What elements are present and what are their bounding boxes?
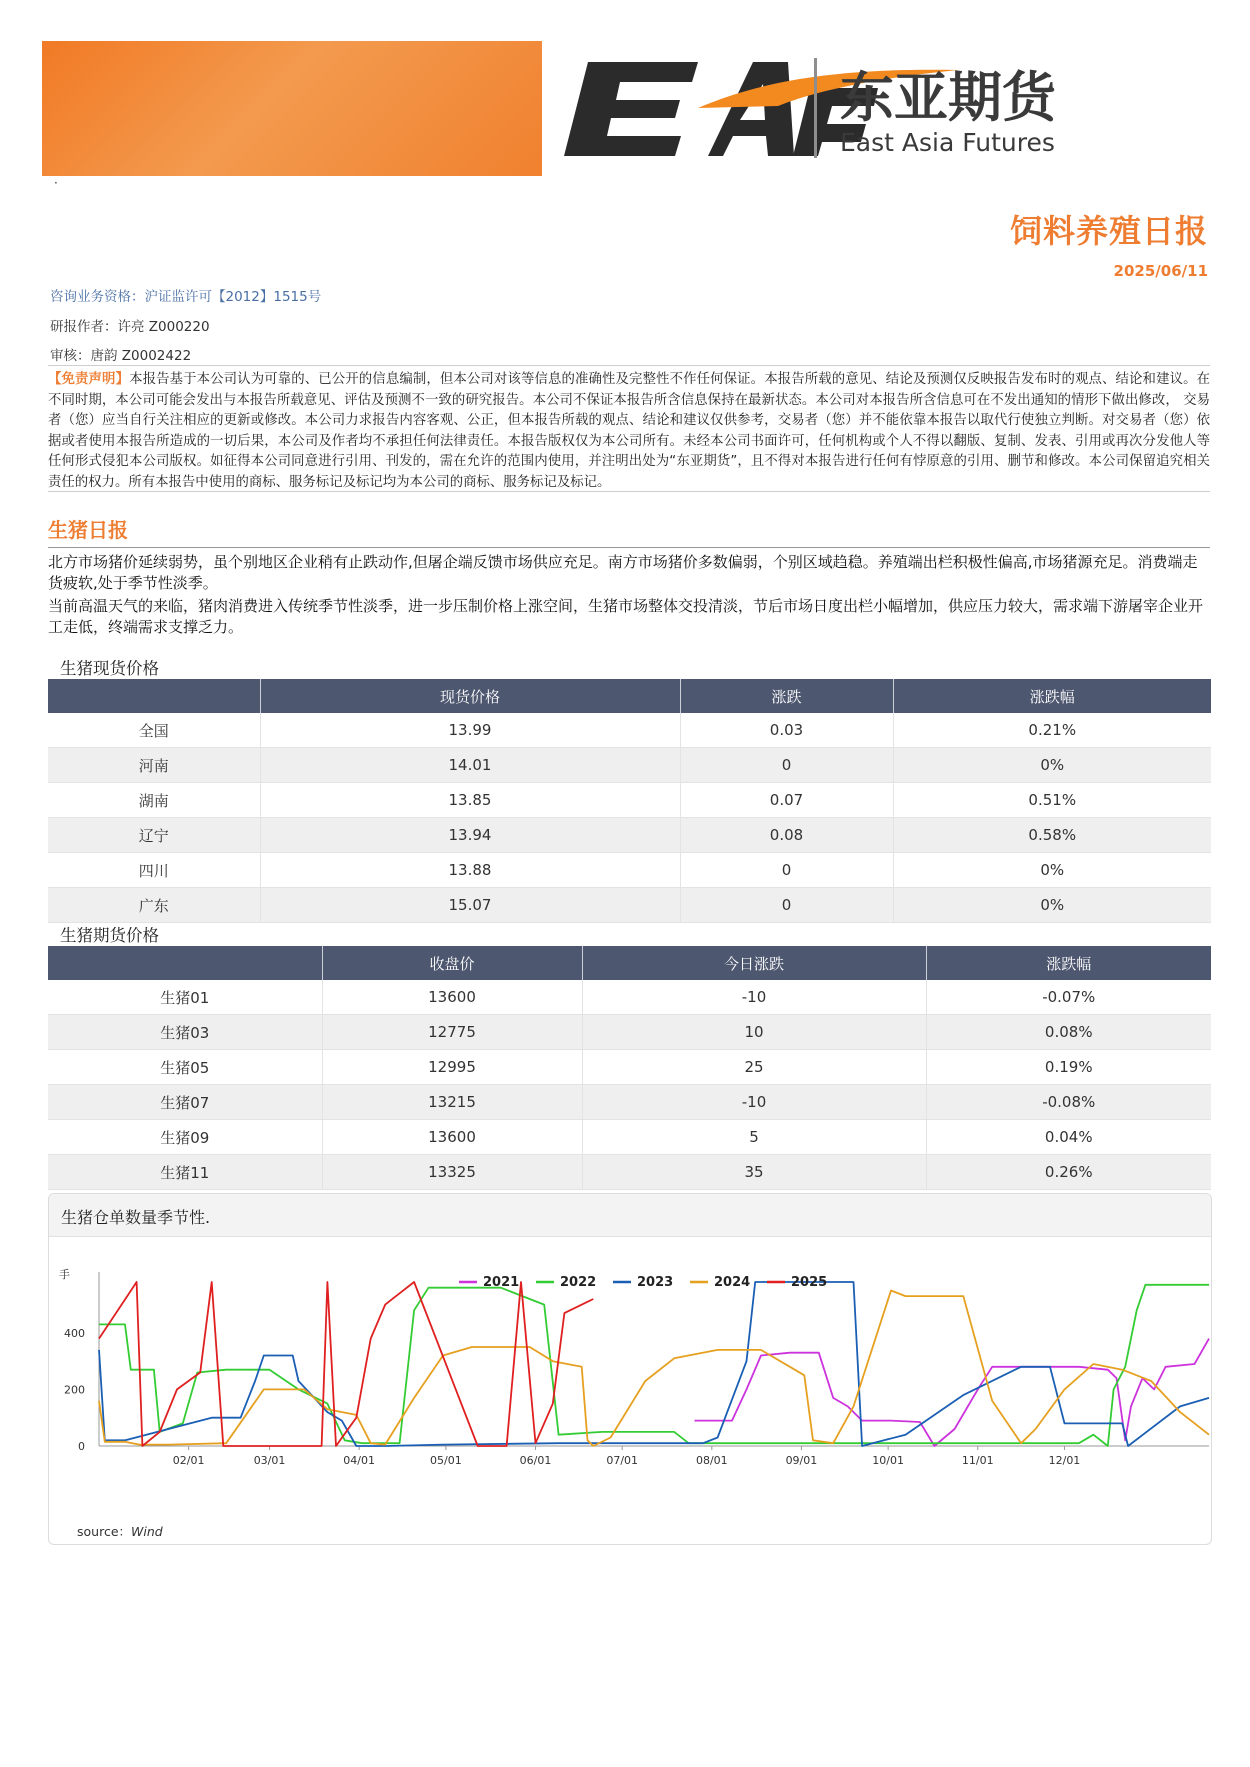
contract-cell: 生猪11 [48, 1155, 322, 1190]
divider-top [48, 365, 1210, 366]
region-cell: 广东 [48, 888, 260, 923]
chart-source [77, 1522, 163, 1540]
close-cell: 12995 [322, 1050, 582, 1085]
region-cell: 四川 [48, 853, 260, 888]
source-value: Wind [131, 1524, 163, 1539]
x-tick-label: 09/01 [785, 1454, 818, 1467]
change-cell: 0.07 [680, 783, 893, 818]
table-row [48, 748, 1211, 783]
change-pct-cell: 0.21% [893, 713, 1211, 748]
company-logo [548, 48, 1228, 168]
table-row [48, 1120, 1211, 1155]
close-cell: 13600 [322, 1120, 582, 1155]
series-line-2025 [99, 1282, 593, 1446]
change-pct-cell: 0% [893, 748, 1211, 783]
table-row [48, 853, 1211, 888]
x-tick-label: 07/01 [606, 1454, 639, 1467]
report-date: 2025/06/11 [1113, 262, 1208, 280]
disclaimer [48, 370, 1210, 493]
legend-label-2025: 2025 [791, 1275, 828, 1290]
change-pct-cell: 0.58% [893, 818, 1211, 853]
legend-label-2021: 2021 [483, 1275, 520, 1290]
table-header-row [48, 679, 1211, 713]
table-header-cell: 涨跌 [680, 679, 893, 713]
contract-cell: 生猪03 [48, 1015, 322, 1050]
change-cell: 0 [680, 853, 893, 888]
legend-label-2022: 2022 [560, 1275, 597, 1290]
change-cell: 35 [582, 1155, 926, 1190]
change-pct-cell: 0% [893, 853, 1211, 888]
header-orange-band [42, 41, 542, 176]
price-cell: 13.99 [260, 713, 680, 748]
y-axis-label: 手 [59, 1268, 70, 1281]
table-header-cell [48, 946, 322, 980]
qualification-text: 咨询业务资格：沪证监许可【2012】1515号 [50, 289, 322, 305]
x-tick-label: 11/01 [961, 1454, 994, 1467]
close-cell: 13325 [322, 1155, 582, 1190]
contract-cell: 生猪01 [48, 980, 322, 1015]
divider-bottom [48, 491, 1210, 492]
change-pct-cell: 0.04% [926, 1120, 1211, 1155]
table-row [48, 1050, 1211, 1085]
change-pct-cell: 0.08% [926, 1015, 1211, 1050]
price-cell: 13.94 [260, 818, 680, 853]
close-cell: 13215 [322, 1085, 582, 1120]
table-header-cell: 涨跌幅 [893, 679, 1211, 713]
table-row [48, 980, 1211, 1015]
series-line-2024 [99, 1291, 1209, 1447]
futures-price-table [48, 946, 1211, 1190]
change-pct-cell: 0% [893, 888, 1211, 923]
x-tick-label: 05/01 [430, 1454, 462, 1467]
y-tick-label: 200 [64, 1383, 85, 1397]
section-divider [48, 547, 1210, 548]
table-row [48, 888, 1211, 923]
table-row [48, 818, 1211, 853]
chart-title: 生猪仓单数量季节性. [61, 1208, 211, 1227]
close-cell: 12775 [322, 1015, 582, 1050]
x-tick-label: 12/01 [1048, 1454, 1081, 1467]
chart-panel-header [49, 1194, 1211, 1237]
paragraph-demand: 当前高温天气的来临，猪肉消费进入传统季节性淡季，进一步压制价格上涨空间，生猪市场整体交投清淡，节后市场日度出栏小幅增加，供应压力较大，需求端下游屠宰企业开工走低，终端需求支撑乏力。 [48, 597, 1204, 636]
table-header-cell: 今日涨跌 [582, 946, 926, 980]
x-tick-label: 06/01 [519, 1454, 552, 1467]
price-cell: 13.88 [260, 853, 680, 888]
dot-marker: · [54, 176, 58, 190]
table-row [48, 713, 1211, 748]
paragraph-supply: 北方市场猪价延续弱势，虽个别地区企业稍有止跌动作,但屠企端反馈市场供应充足。南方市场猪价多数偏弱，个别区域趋稳。养殖端出栏积极性偏高,市场猪源充足。消费端走货疲软,处于季节性淡季。 [48, 553, 1198, 592]
table-header-row [48, 946, 1211, 980]
region-cell: 湖南 [48, 783, 260, 818]
contract-cell: 生猪05 [48, 1050, 322, 1085]
change-cell: 0.03 [680, 713, 893, 748]
reviewer-text: 审核：唐韵 Z0002422 [50, 348, 192, 364]
price-cell: 15.07 [260, 888, 680, 923]
logo-en-text: East Asia Futures [840, 128, 1055, 157]
x-tick-label: 04/01 [343, 1454, 376, 1467]
contract-cell: 生猪09 [48, 1120, 322, 1155]
change-cell: 0 [680, 888, 893, 923]
x-tick-label: 10/01 [872, 1454, 904, 1467]
source-label: source： [77, 1524, 132, 1539]
spot-table-title: 生猪现货价格 [60, 659, 159, 678]
change-pct-cell: 0.51% [893, 783, 1211, 818]
author-text: 研报作者：许亮 Z000220 [50, 319, 210, 335]
table-row [48, 1085, 1211, 1120]
contract-cell: 生猪07 [48, 1085, 322, 1120]
table-header-cell: 现货价格 [260, 679, 680, 713]
price-cell: 14.01 [260, 748, 680, 783]
legend-label-2023: 2023 [637, 1275, 674, 1290]
table-row [48, 1155, 1211, 1190]
logo-cn-text: 东亚期货 [840, 66, 1056, 129]
change-cell: 0.08 [680, 818, 893, 853]
change-cell: -10 [582, 980, 926, 1015]
report-title: 饲料养殖日报 [1009, 212, 1208, 250]
series-line-2022 [99, 1285, 1209, 1446]
region-cell: 河南 [48, 748, 260, 783]
region-cell: 辽宁 [48, 818, 260, 853]
table-row [48, 1015, 1211, 1050]
disclaimer-tag: 【免责声明】 [48, 372, 130, 387]
table-header-cell [48, 679, 260, 713]
table-header-cell: 涨跌幅 [926, 946, 1211, 980]
futures-table-title: 生猪期货价格 [60, 926, 159, 945]
region-cell: 全国 [48, 713, 260, 748]
x-tick-label: 02/01 [172, 1454, 205, 1467]
series-line-2021 [695, 1339, 1210, 1446]
close-cell: 13600 [322, 980, 582, 1015]
change-pct-cell: -0.08% [926, 1085, 1211, 1120]
price-cell: 13.85 [260, 783, 680, 818]
disclaimer-text: 本报告基于本公司认为可靠的、已公开的信息编制，但本公司对该等信息的准确性及完整性不作任何保证。本报告所载的意见、结论及预测仅反映报告发布时的观点、结论和建议。在不同时期，本公司可能会发出与本报告所载意见、评估及预测不一致的研究报告。本公司不保证本报告所含信息保持在最新状态。本公司对本报告所含信息可在不发出通知的情形下做出修改， 交易者（您）应当自行关注相应的更新或修改。本公司力求报告内容客观、公正，但本报告所载的观点、结论和建议仅供参考，交易者（您）并不能依靠本报告以取代行使独立判断。对交易者（您）依据或者使用本报告所造成的一切后果，本公司及作者均不承担任何法律责任。本报告版权仅为本公司所有。未经本公司书面许可，任何机构或个人不得以翻版、复制、发表、引用或再次分发他人等任何形式侵犯本公司版权。如征得本公司同意进行引用、刊发的，需在允许的范围内使用，并注明出处为“东亚期货”，且不得对本报告进行任何有悖原意的引用、删节和修改。本公司保留追究相关责任的权力。所有本报告中使用的商标、服务标记及标记均为本公司的商标、服务标记及标记。 [48, 372, 1210, 490]
x-tick-label: 08/01 [695, 1454, 728, 1467]
section-title: 生猪日报 [48, 518, 128, 542]
change-pct-cell: -0.07% [926, 980, 1211, 1015]
change-cell: 0 [680, 748, 893, 783]
x-tick-label: 03/01 [253, 1454, 286, 1467]
spot-price-table [48, 679, 1211, 923]
table-row [48, 783, 1211, 818]
change-cell: 25 [582, 1050, 926, 1085]
change-cell: 10 [582, 1015, 926, 1050]
y-tick-label: 0 [78, 1440, 85, 1453]
change-pct-cell: 0.19% [926, 1050, 1211, 1085]
change-cell: -10 [582, 1085, 926, 1120]
series-line-2023 [99, 1282, 1209, 1446]
change-pct-cell: 0.26% [926, 1155, 1211, 1190]
warehouse-receipt-chart-panel [48, 1193, 1212, 1545]
legend-label-2024: 2024 [714, 1275, 751, 1290]
y-tick-label: 400 [64, 1326, 85, 1340]
table-header-cell: 收盘价 [322, 946, 582, 980]
seasonal-line-chart [49, 1242, 1211, 1512]
change-cell: 5 [582, 1120, 926, 1155]
